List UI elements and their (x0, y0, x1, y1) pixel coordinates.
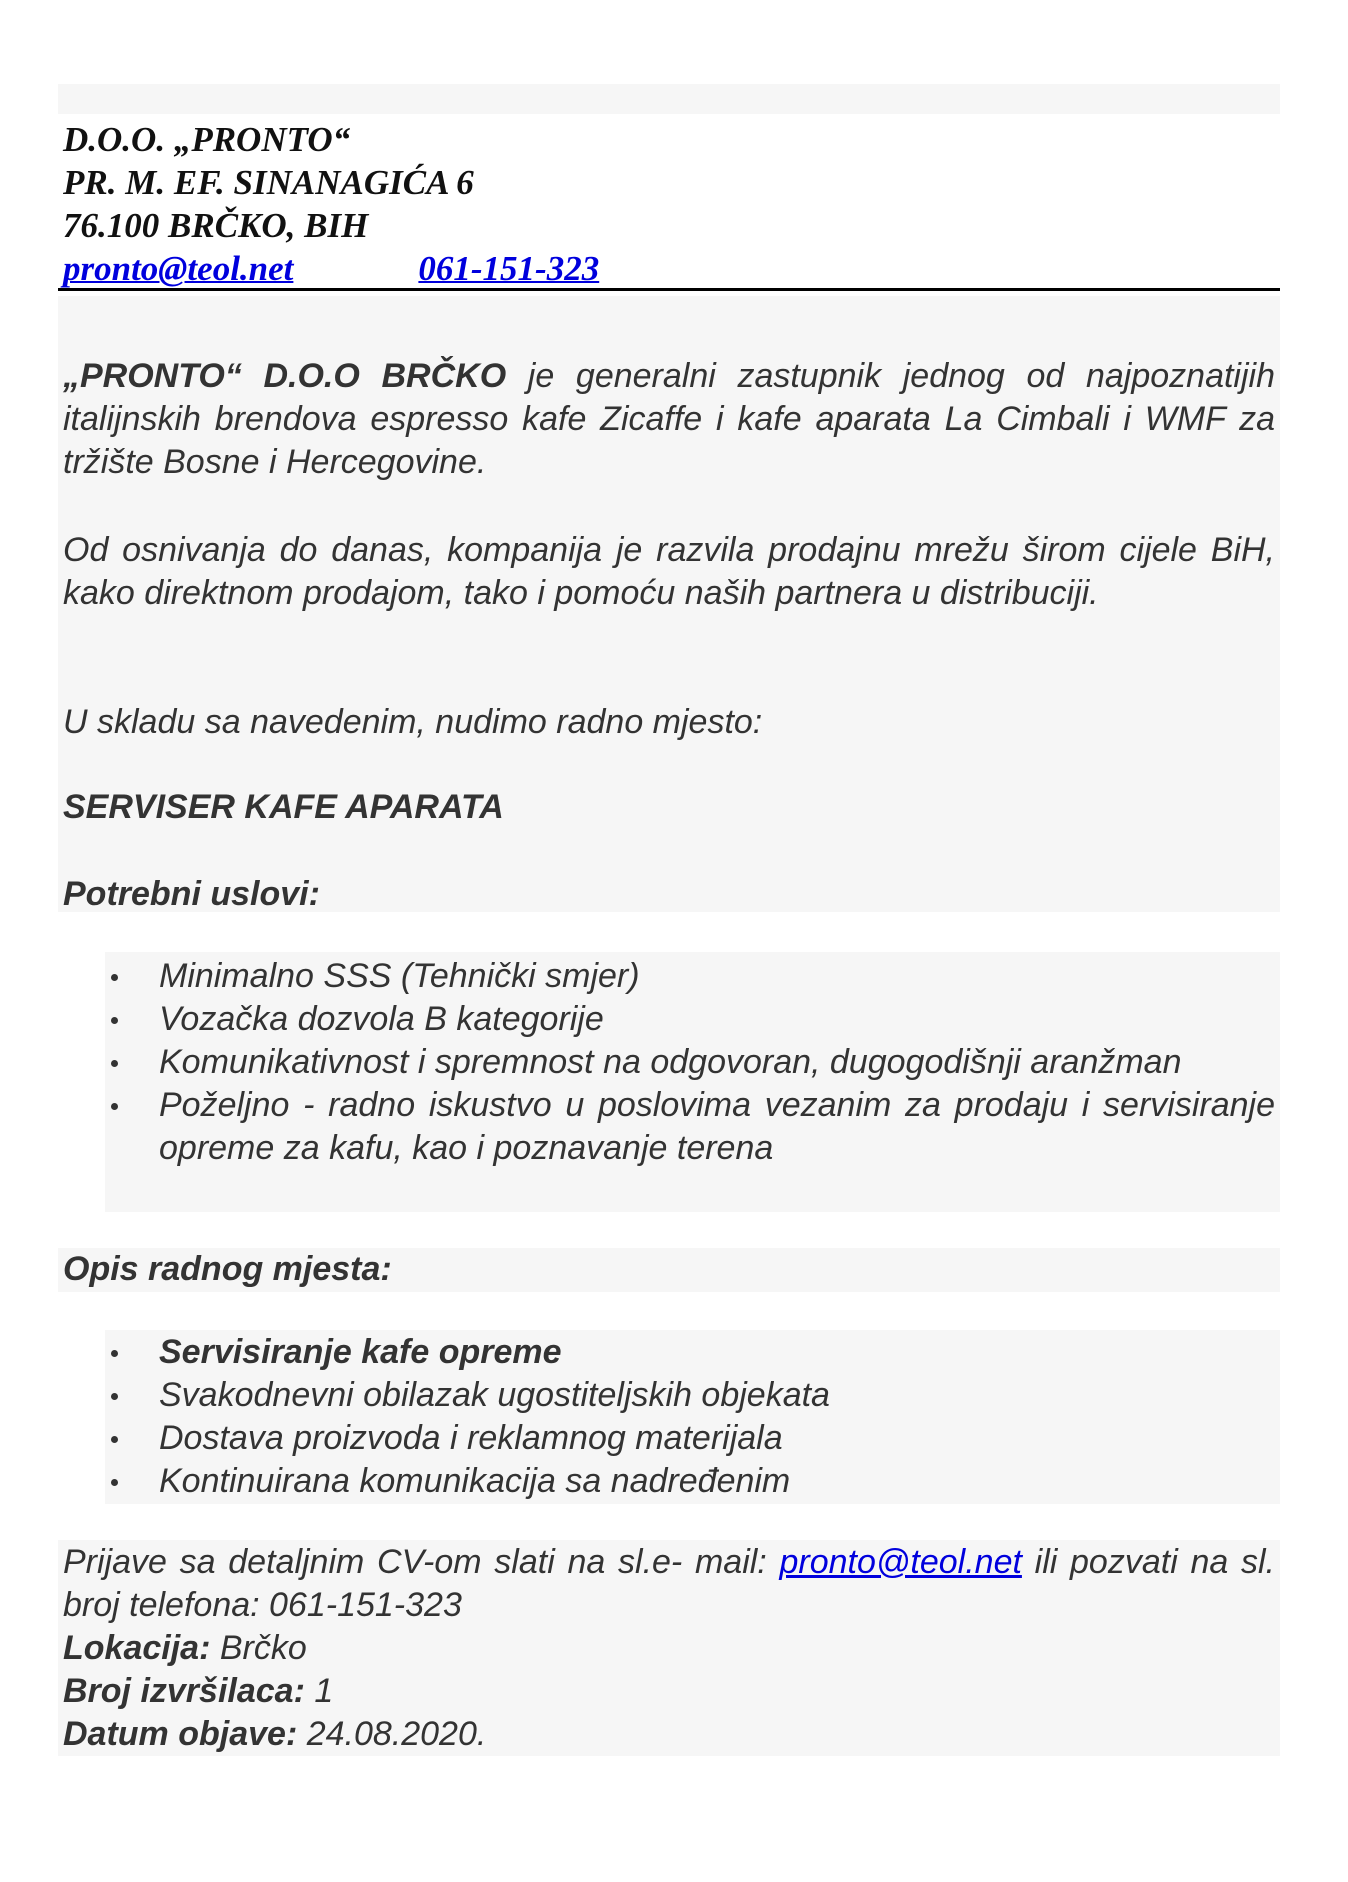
shade-header (58, 84, 1280, 114)
description-heading: Opis radnog mjesta: (63, 1250, 392, 1288)
bullet-icon (111, 1060, 118, 1067)
list-item: Dostava proizvoda i reklamnog materijala (63, 1417, 1275, 1460)
list-item: Poželjno - radno iskustvo u poslovima vezanim za prodaju i servisiranje opreme za kafu, kao i poznavanje terena (63, 1084, 1275, 1170)
header-phone-link[interactable] (363, 247, 599, 290)
bullet-icon (111, 1103, 118, 1110)
header-phone: 061-151-323 (418, 249, 600, 288)
list-item: Svakodnevni obilazak ugostiteljskih objekata (63, 1374, 1275, 1417)
bullet-icon (111, 974, 118, 981)
intro-paragraph (63, 355, 1275, 484)
location-line: Lokacija: Brčko (63, 1629, 307, 1667)
bullet-icon (111, 1017, 118, 1024)
list-item: Komunikativnost i spremnost na odgovoran, dugogodišnji aranžman (63, 1041, 1275, 1084)
header-divider (58, 288, 1280, 291)
intro-text: je generalni zastupnik jednog od najpoznatijih italijnskih brendova espresso kafe Zicaffe i kafe aparata La Cimbali i WMF za tržište Bosne i Hercegovine. (63, 357, 1275, 481)
date-line: Datum objave: 24.08.2020. (63, 1715, 487, 1753)
bullet-icon (111, 1350, 118, 1357)
description-list (63, 1331, 1275, 1503)
company-street: PR. M. EF. SINANAGIĆA 6 (63, 163, 474, 202)
apply-paragraph: Prijave sa detaljnim CV-om slati na sl.e- mail: pronto@teol.net ili pozvati na sl. broj telefona: 061-151-323 (63, 1543, 1275, 1624)
company-city: 76.100 BRČKO, BIH (63, 206, 369, 245)
footer-email-link[interactable]: pronto@teol.net (779, 1543, 1022, 1581)
bullet-icon (111, 1393, 118, 1400)
list-item: Minimalno SSS (Tehnički smjer) (63, 955, 1275, 998)
list-item: Kontinuirana komunikacija sa nadređenim (63, 1460, 1275, 1503)
job-title: SERVISER KAFE APARATA (63, 788, 504, 826)
requirements-heading: Potrebni uslovi: (63, 875, 320, 913)
company-name: D.O.O. „PRONTO“ (63, 120, 351, 159)
history-paragraph: Od osnivanja do danas, kompanija je razvila prodajnu mrežu širom cijele BiH, kako direktnom prodajom, tako i pomoću naših partnera u distribuciji. (63, 531, 1275, 612)
offer-paragraph: U skladu sa navedenim, nudimo radno mjesto: (63, 703, 763, 741)
header-email-link[interactable]: pronto@teol.net (63, 249, 294, 288)
intro-company: „PRONTO“ D.O.O BRČKO (63, 357, 507, 395)
list-item: Vozačka dozvola B kategorije (63, 998, 1275, 1041)
requirements-list (63, 955, 1275, 1170)
list-item: Servisiranje kafe opreme (63, 1331, 1275, 1374)
contact-line (63, 247, 1283, 290)
company-header (63, 118, 1283, 290)
count-line: Broj izvršilaca: 1 (63, 1672, 334, 1710)
bullet-icon (111, 1436, 118, 1443)
bullet-icon (111, 1479, 118, 1486)
